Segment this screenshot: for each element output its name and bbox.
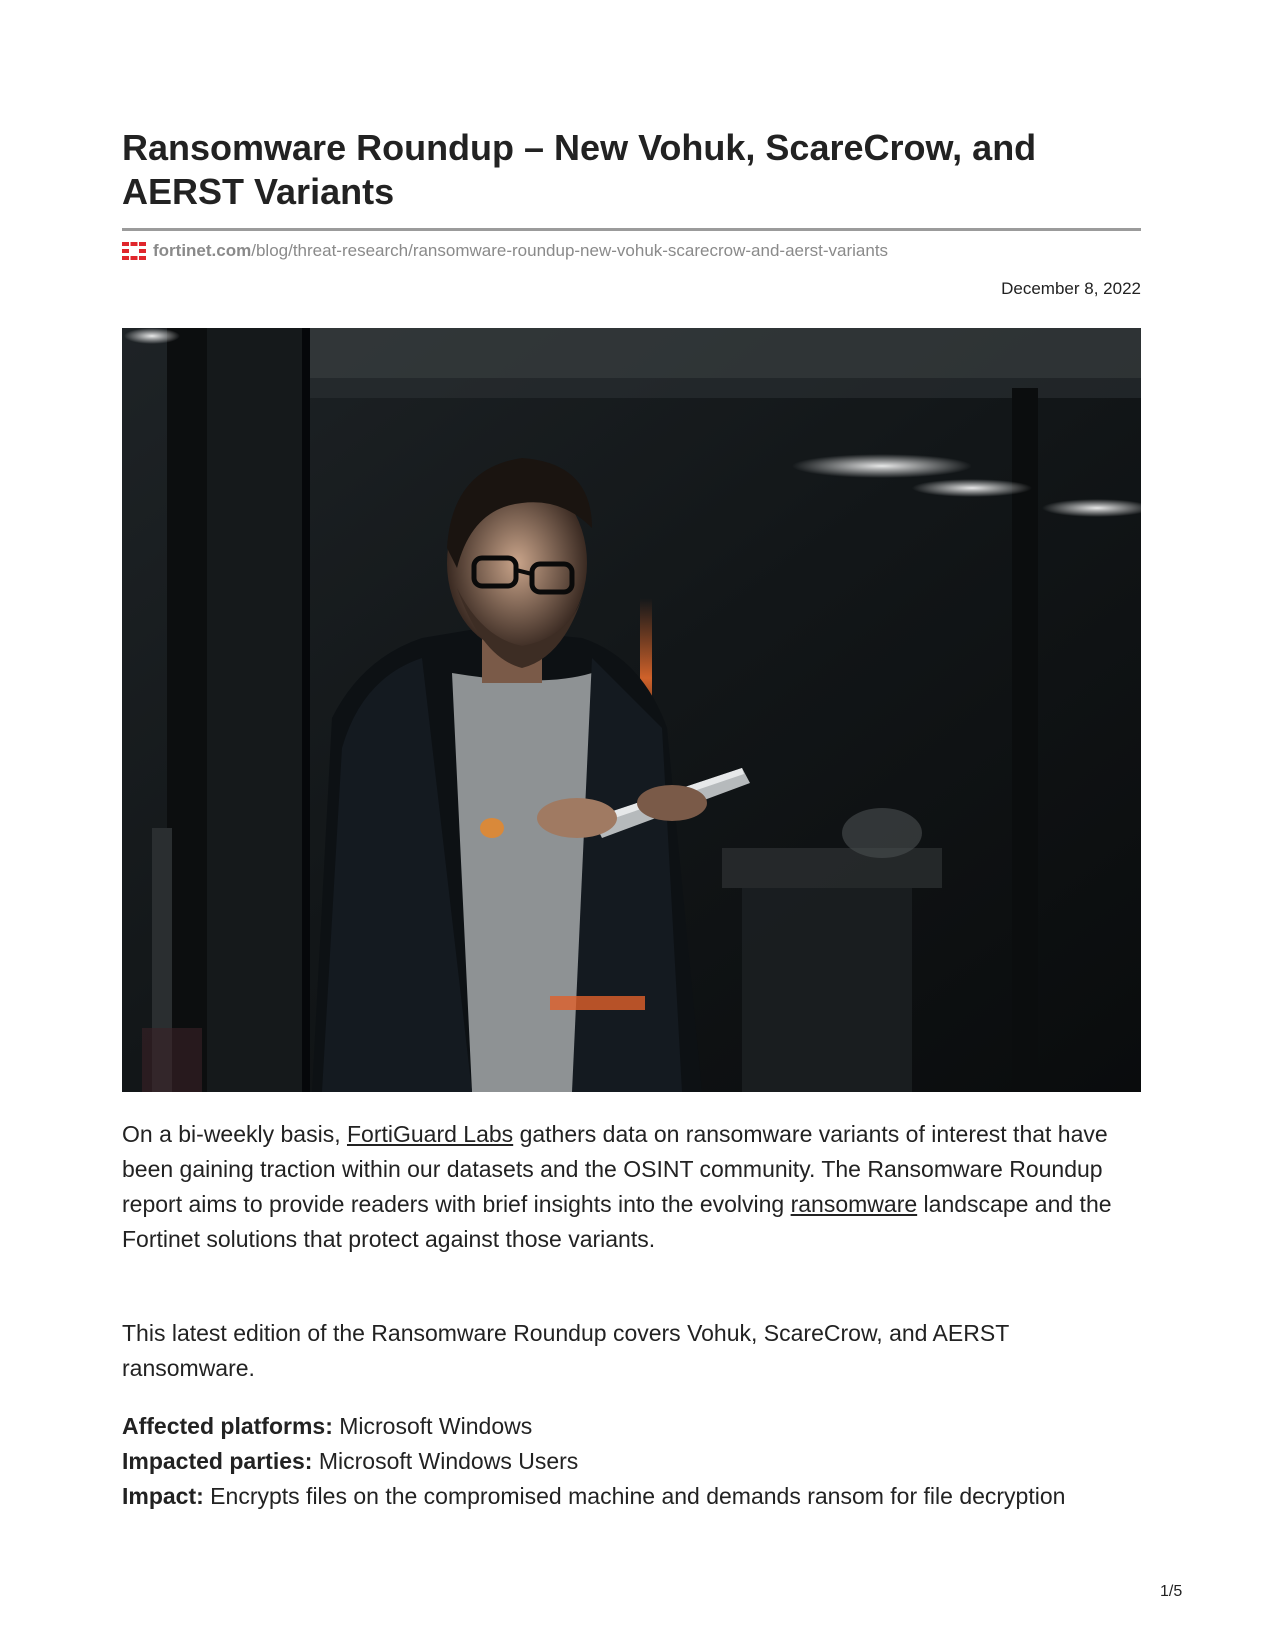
intro-text-end: landscape and the Fortinet solutions that protect against those variants. xyxy=(122,1191,1112,1252)
source-url[interactable] xyxy=(122,240,888,262)
page-number: 1/5 xyxy=(1160,1583,1183,1600)
hero-photo-illustration xyxy=(122,328,1141,1092)
fact-value: Microsoft Windows xyxy=(332,1413,533,1439)
fact-value: Encrypts files on the compromised machine and demands ransom for file decryption xyxy=(203,1483,1066,1509)
fact-value: Microsoft Windows Users xyxy=(312,1448,579,1474)
fact-label: Impacted parties: xyxy=(122,1448,313,1474)
source-path: /blog/threat-research/ransomware-roundup-new-vohuk-scarecrow-and-aerst-variants xyxy=(251,241,889,260)
edition-paragraph: This latest edition of the Ransomware Roundup covers Vohuk, ScareCrow, and AERST ransomware. xyxy=(122,1320,1009,1381)
source-domain: fortinet.com xyxy=(153,241,252,260)
hero-image xyxy=(122,328,1141,1092)
ransomware-link[interactable]: ransomware xyxy=(790,1191,918,1217)
facts-list xyxy=(122,1409,1141,1514)
fortinet-logo-icon xyxy=(122,242,146,260)
title-divider xyxy=(122,228,1141,231)
intro-paragraph xyxy=(122,1117,1141,1257)
fact-impacted-parties xyxy=(122,1444,1141,1479)
fact-label: Impact: xyxy=(122,1483,204,1509)
intro-text-middle: gathers data on ransomware variants of interest that have been gaining traction within our datasets and the OSINT community. The Ransomware Roundup report aims to provide readers with brief insights into the evolving xyxy=(122,1121,1108,1217)
fact-label: Affected platforms: xyxy=(122,1413,333,1439)
fortiguard-labs-link[interactable]: FortiGuard Labs xyxy=(346,1121,514,1147)
publish-date: December 8, 2022 xyxy=(1001,279,1141,298)
fact-impact xyxy=(122,1479,1141,1514)
intro-text-start: On a bi-weekly basis, xyxy=(122,1121,347,1147)
article-title: Ransomware Roundup – New Vohuk, ScareCrow, and AERST Variants xyxy=(122,127,1037,212)
fact-affected-platforms xyxy=(122,1409,1141,1444)
